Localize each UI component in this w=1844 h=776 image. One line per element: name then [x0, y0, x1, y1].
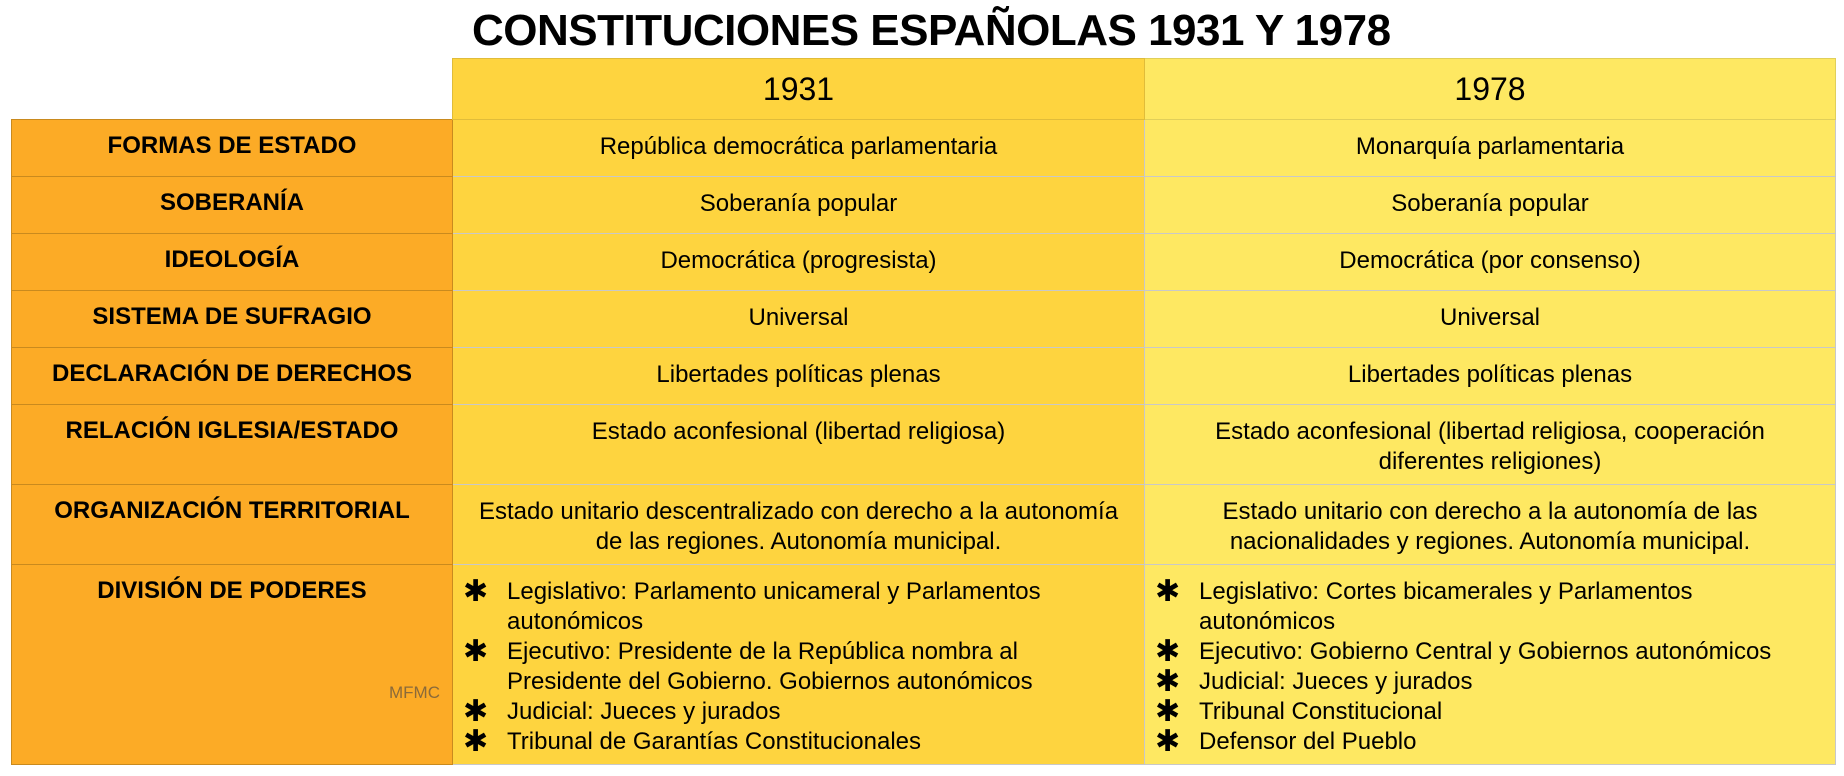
table-row: [12, 234, 1836, 291]
list-item: ✱ Judicial: Jueces y jurados: [1155, 665, 1473, 698]
cell-1931: Democrática (progresista): [453, 234, 1145, 291]
table-row: [12, 120, 1836, 177]
cell-1978: Estado aconfesional (libertad religiosa, cooperación diferentes religiones): [1145, 405, 1836, 485]
cell-1978: Democrática (por consenso): [1145, 234, 1836, 291]
table-row: [12, 348, 1836, 405]
cell-1931-powers: [453, 565, 1145, 765]
corner-cell: [12, 59, 453, 120]
asterisk-icon: ✱: [463, 635, 489, 668]
cell-1931: Estado unitario descentralizado con derecho a la autonomía de las regiones. Autonomía municipal.: [453, 485, 1145, 565]
row-label: DIVISIÓN DE PODERES: [97, 577, 367, 604]
list-item: ✱ Legislativo: Cortes bicamerales y Parlamentos autonómicos: [1155, 575, 1693, 635]
powers-list-1978: [1145, 577, 1825, 757]
row-label: FORMAS DE ESTADO: [12, 120, 453, 177]
cell-1978: Universal: [1145, 291, 1836, 348]
cell-1978: Soberanía popular: [1145, 177, 1836, 234]
list-item: ✱ Defensor del Pueblo: [1155, 725, 1417, 758]
cell-1931: Estado aconfesional (libertad religiosa): [453, 405, 1145, 485]
row-label: SISTEMA DE SUFRAGIO: [12, 291, 453, 348]
table-row: [12, 485, 1836, 565]
cell-1978: Monarquía parlamentaria: [1145, 120, 1836, 177]
asterisk-icon: ✱: [463, 725, 489, 758]
header-row: [12, 59, 1836, 120]
row-label: ORGANIZACIÓN TERRITORIAL: [12, 485, 453, 565]
cell-1931: Libertades políticas plenas: [453, 348, 1145, 405]
cell-1978-powers: [1145, 565, 1836, 765]
column-header-1978: 1978: [1145, 59, 1836, 120]
table-row: [12, 177, 1836, 234]
cell-1978: Estado unitario con derecho a la autonomía de las nacionalidades y regiones. Autonomía municipal.: [1145, 485, 1836, 565]
list-item: ✱ Tribunal Constitucional: [1155, 695, 1443, 728]
cell-1931: Universal: [453, 291, 1145, 348]
asterisk-icon: ✱: [1155, 665, 1181, 698]
table-row: [12, 291, 1836, 348]
asterisk-icon: ✱: [1155, 695, 1181, 728]
asterisk-icon: ✱: [1155, 725, 1181, 758]
author-watermark: MFMC: [389, 683, 440, 702]
list-item: ✱ Legislativo: Parlamento unicameral y Parlamentos autonómicos: [463, 575, 1041, 635]
list-item: ✱ Judicial: Jueces y jurados: [463, 695, 781, 728]
asterisk-icon: ✱: [463, 575, 489, 608]
cell-1931: República democrática parlamentaria: [453, 120, 1145, 177]
table-row: [12, 405, 1836, 485]
asterisk-icon: ✱: [1155, 575, 1181, 608]
comparison-table: [11, 58, 1836, 765]
list-item: ✱ Ejecutivo: Presidente de la República nombra al Presidente del Gobierno. Gobiernos autonómicos: [463, 635, 1033, 695]
cell-1931: Soberanía popular: [453, 177, 1145, 234]
row-label-powers: [12, 565, 453, 765]
asterisk-icon: ✱: [463, 695, 489, 728]
asterisk-icon: ✱: [1155, 635, 1181, 668]
page-title: CONSTITUCIONES ESPAÑOLAS 1931 Y 1978: [472, 6, 1391, 55]
table-row-powers: [12, 565, 1836, 765]
powers-list-1931: [453, 577, 1134, 757]
row-label: SOBERANÍA: [12, 177, 453, 234]
cell-1978: Libertades políticas plenas: [1145, 348, 1836, 405]
column-header-1931: 1931: [453, 59, 1145, 120]
row-label: DECLARACIÓN DE DERECHOS: [12, 348, 453, 405]
row-label: RELACIÓN IGLESIA/ESTADO: [12, 405, 453, 485]
list-item: ✱ Tribunal de Garantías Constitucionales: [463, 725, 921, 758]
list-item: ✱ Ejecutivo: Gobierno Central y Gobiernos autonómicos: [1155, 635, 1772, 668]
row-label: IDEOLOGÍA: [12, 234, 453, 291]
